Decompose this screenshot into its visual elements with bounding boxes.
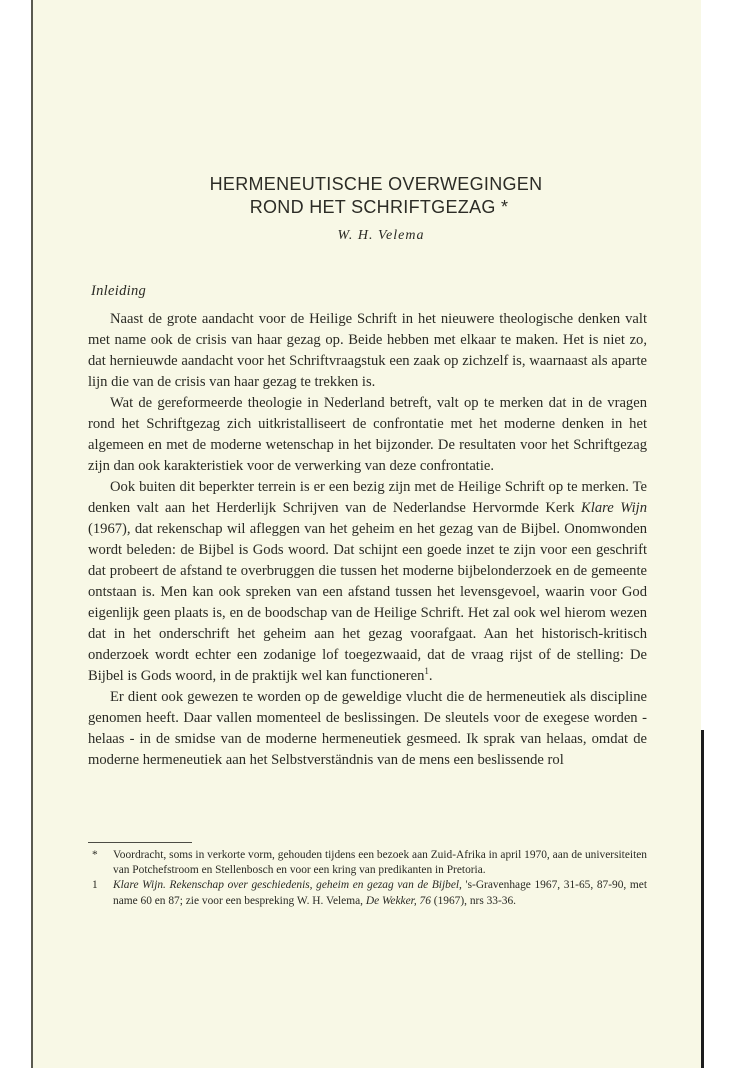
footnote-italic-journal: De Wekker, 76 xyxy=(365,894,431,907)
page-edge-shadow xyxy=(701,730,704,1068)
footnote-text-part: 's-Gravenhage 1967, 31-65, 87-90, met name 60 en 87; zie voor een bespreking W. H. Velema, xyxy=(113,879,647,907)
paragraph-1: Naast de grote aandacht voor de Heilige Schrift in het nieuwere theologische denken valt met name ook de crisis van haar gezag op. Beide hebben met elkaar te maken. Het is niet zo, dat hernieuwde aandacht voor het Schriftvraagstuk een zaak op zichzelf is, waarnaast als aparte lijn die van de crisis van haar gezag te trekken is. xyxy=(88,311,647,390)
paragraph-3-text-b: (1967), dat rekenschap wil afleggen van het geheim en het gezag van de Bijbel. Onomwonden wordt beleden: de Bijbel is Gods woord. Dat schijnt een goede inzet te zijn voor een geschrift dat probeert de afstand te overbruggen die tussen het moderne bijbelonderzoek en de gemeente ontstaan is. Men kan ook spreken van een afstand tussen het levensgevoel, waarin voor God eigenlijk geen plaats is, en de boodschap van de Heilige Schrift. Het zal ook wel hierom wezen dat in het onderschrift het geheim aan het gezag voorafgaat. Aan het historisch-kritisch onderzoek wordt echter een zodanige lof toegezwaaid, dat de vraag rijst of de stelling: De Bijbel is Gods woord, in de praktijk wel kan functioneren xyxy=(88,521,647,684)
footnotes xyxy=(88,848,647,909)
footnote-star xyxy=(88,848,647,878)
footnote-text: Voordracht, soms in verkorte vorm, gehouden tijdens een bezoek aan Zuid-Afrika in april 1970, aan de universiteiten van Potchefstroom en Stellenbosch en voor een kring van predikanten in Pretoria. xyxy=(113,849,647,877)
author-name: W. H. Velema xyxy=(337,228,425,243)
section-heading: Inleiding xyxy=(91,283,147,299)
document-page xyxy=(31,0,701,1068)
footnote-marker: 1 xyxy=(92,879,98,892)
body-text xyxy=(88,309,647,771)
footnote-text xyxy=(113,878,647,908)
paragraph-3 xyxy=(88,477,647,687)
paragraph-3-emphasis: Klare Wijn xyxy=(581,500,647,516)
title-block xyxy=(33,173,703,244)
paragraph-2: Wat de gereformeerde theologie in Nederland betreft, valt op te merken dat in de vragen rond het Schriftgezag zich uitkristalliseert de confrontatie met het moderne denken in het algemeen en met de moderne wetenschap in het bijzonder. De resultaten voor het Schriftgezag zijn dan ook karakteristiek voor de verwerking van deze confrontatie. xyxy=(88,395,647,474)
footnote-marker: * xyxy=(92,849,98,861)
footnote-1 xyxy=(88,878,647,908)
article-title-line-1: HERMENEUTISCHE OVERWEGINGEN xyxy=(209,174,543,194)
footnote-reference[interactable]: 1 xyxy=(424,666,429,677)
paragraph-4: Er dient ook gewezen te worden op de geweldige vlucht die de hermeneutiek als discipline genomen heeft. Daar vallen momenteel de beslissingen. De sleutels voor de exegese worden - helaas - in de smidse van de moderne hermeneutiek gesmeed. Ik sprak van helaas, omdat de moderne hermeneutiek aan het Selbstverständnis van de mens een beslissende rol xyxy=(88,689,647,768)
article-title-line-2: ROND HET SCHRIFTGEZAG * xyxy=(249,197,509,217)
footnote-text-part: (1967), nrs 33-36. xyxy=(430,894,517,907)
paragraph-3-text-a: Ook buiten dit beperkter terrein is er een bezig zijn met de Heilige Schrift op te merken. Te denken valt aan het Herderlijk Schrijven van de Nederlandse Hervormde Kerk xyxy=(88,479,647,516)
paragraph-3-end: . xyxy=(428,668,433,684)
footnote-divider xyxy=(88,842,192,843)
footnote-italic-title: Klare Wijn. Rekenschap over geschiedenis, geheim en gezag van de Bijbel, xyxy=(113,879,462,892)
